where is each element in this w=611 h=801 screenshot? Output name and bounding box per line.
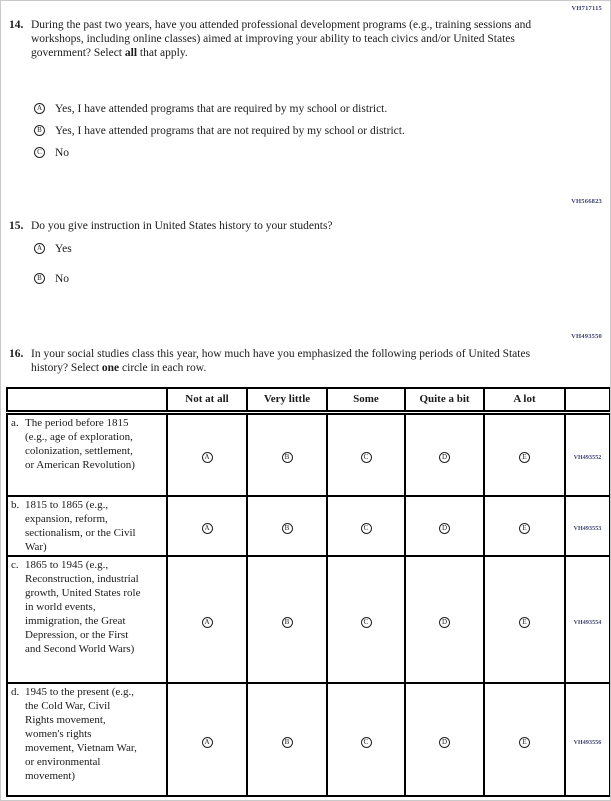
row-a-not-at-all-cell[interactable] xyxy=(167,412,247,496)
table-row-d xyxy=(7,683,610,796)
question-16-number: 16. xyxy=(9,348,24,360)
header-code-cell xyxy=(565,388,610,412)
row-d-quite-a-bit-cell[interactable] xyxy=(405,683,484,796)
row-c-a-lot-cell[interactable] xyxy=(484,556,565,683)
q14-option-b-label: Yes, I have attended programs that are not required by my school or district. xyxy=(55,125,405,137)
q15-option-yes-label: Yes xyxy=(55,243,72,255)
question-15-number: 15. xyxy=(9,220,24,232)
q14-option-c-label: No xyxy=(55,147,70,159)
row-d-a-lot-cell[interactable] xyxy=(484,683,565,796)
header-some: Some xyxy=(327,388,405,412)
row-b-very-little-cell[interactable] xyxy=(247,496,327,556)
emphasis-circle-a-icon[interactable]: A xyxy=(202,617,213,628)
emphasis-circle-e-icon[interactable]: E xyxy=(519,452,530,463)
row-c-item-code: VH493554 xyxy=(573,619,602,626)
row-b-a-lot-cell[interactable] xyxy=(484,496,565,556)
row-d-letter: d. xyxy=(11,686,20,698)
emphasis-circle-c-icon[interactable]: C xyxy=(361,617,372,628)
emphasis-matrix-table xyxy=(6,387,611,797)
question-14 xyxy=(9,18,549,60)
q14-option-a-label: Yes, I have attended programs that are required by my school or district. xyxy=(55,103,388,115)
row-b-code-cell xyxy=(565,496,610,556)
row-c-label-cell xyxy=(7,556,167,683)
emphasis-circle-e-icon[interactable]: E xyxy=(519,523,530,534)
question-16-text: In your social studies class this year, how much have you emphasized the following periods of United States history? Select one circle in each row. xyxy=(31,348,531,374)
q14-option-a[interactable] xyxy=(34,102,405,116)
row-c-text: 1865 to 1945 (e.g., Reconstruction, industrial growth, United States role in world events, immigration, the Great Depression, or the First and Second World Wars) xyxy=(25,559,141,655)
row-d-code-cell xyxy=(565,683,610,796)
q15-option-yes[interactable] xyxy=(34,242,72,256)
emphasis-circle-a-icon[interactable]: A xyxy=(202,737,213,748)
row-a-some-cell[interactable] xyxy=(327,412,405,496)
row-a-very-little-cell[interactable] xyxy=(247,412,327,496)
radio-circle-b-icon[interactable]: B xyxy=(34,273,45,284)
row-c-quite-a-bit-cell[interactable] xyxy=(405,556,484,683)
q14-option-b[interactable] xyxy=(34,124,405,138)
radio-circle-a-icon[interactable]: A xyxy=(34,103,45,114)
q15-option-no[interactable] xyxy=(34,272,72,286)
row-a-letter: a. xyxy=(11,416,19,429)
emphasis-circle-b-icon[interactable]: B xyxy=(282,523,293,534)
row-a-item-code: VH493552 xyxy=(573,454,602,461)
header-very-little: Very little xyxy=(247,388,327,412)
row-d-text: 1945 to the present (e.g., the Cold War, Civil Rights movement, women's rights movement, Vietnam War, or environmental movement) xyxy=(25,686,137,782)
table-row-b xyxy=(7,496,610,556)
row-a-code-cell xyxy=(565,412,610,496)
row-d-label-cell xyxy=(7,683,167,796)
row-b-letter: b. xyxy=(11,499,20,511)
item-code-q16: VH493550 xyxy=(571,333,602,340)
row-a-text: The period before 1815 (e.g., age of exploration, colonization, settlement, or American Revolution) xyxy=(25,416,135,471)
question-15 xyxy=(9,219,549,233)
row-c-letter: c. xyxy=(11,559,19,571)
table-row-c xyxy=(7,556,610,683)
radio-circle-a-icon[interactable]: A xyxy=(34,243,45,254)
row-c-code-cell xyxy=(565,556,610,683)
emphasis-circle-b-icon[interactable]: B xyxy=(282,737,293,748)
question-15-options xyxy=(34,242,72,294)
question-16 xyxy=(9,347,569,375)
matrix-header-row xyxy=(7,388,610,412)
emphasis-circle-c-icon[interactable]: C xyxy=(361,523,372,534)
emphasis-circle-b-icon[interactable]: B xyxy=(282,452,293,463)
header-empty-cell xyxy=(7,388,167,412)
table-row-a xyxy=(7,412,610,496)
item-code-q14: VH717115 xyxy=(571,5,602,12)
row-a-a-lot-cell[interactable] xyxy=(484,412,565,496)
emphasis-circle-a-icon[interactable]: A xyxy=(202,523,213,534)
row-b-label-cell xyxy=(7,496,167,556)
emphasis-circle-d-icon[interactable]: D xyxy=(439,452,450,463)
row-b-not-at-all-cell[interactable] xyxy=(167,496,247,556)
emphasis-circle-b-icon[interactable]: B xyxy=(282,617,293,628)
row-c-not-at-all-cell[interactable] xyxy=(167,556,247,683)
question-15-text: Do you give instruction in United States history to your students? xyxy=(31,220,333,232)
row-b-text: 1815 to 1865 (e.g., expansion, reform, sectionalism, or the Civil War) xyxy=(25,499,136,553)
radio-circle-b-icon[interactable]: B xyxy=(34,125,45,136)
emphasis-circle-d-icon[interactable]: D xyxy=(439,523,450,534)
header-quite-a-bit: Quite a bit xyxy=(405,388,484,412)
header-a-lot: A lot xyxy=(484,388,565,412)
row-d-very-little-cell[interactable] xyxy=(247,683,327,796)
q15-option-no-label: No xyxy=(55,273,70,285)
row-c-some-cell[interactable] xyxy=(327,556,405,683)
row-b-some-cell[interactable] xyxy=(327,496,405,556)
row-a-label-cell xyxy=(7,412,167,496)
emphasis-circle-a-icon[interactable]: A xyxy=(202,452,213,463)
emphasis-circle-d-icon[interactable]: D xyxy=(439,737,450,748)
emphasis-circle-d-icon[interactable]: D xyxy=(439,617,450,628)
emphasis-circle-c-icon[interactable]: C xyxy=(361,737,372,748)
row-a-quite-a-bit-cell[interactable] xyxy=(405,412,484,496)
row-b-quite-a-bit-cell[interactable] xyxy=(405,496,484,556)
row-d-not-at-all-cell[interactable] xyxy=(167,683,247,796)
row-b-item-code: VH493553 xyxy=(573,526,602,532)
row-d-some-cell[interactable] xyxy=(327,683,405,796)
radio-circle-c-icon[interactable]: C xyxy=(34,147,45,158)
emphasis-circle-c-icon[interactable]: C xyxy=(361,452,372,463)
item-code-q15: VH566823 xyxy=(571,198,602,205)
q14-option-c[interactable] xyxy=(34,146,405,160)
row-c-very-little-cell[interactable] xyxy=(247,556,327,683)
question-14-options xyxy=(34,102,405,168)
question-14-text: During the past two years, have you attended professional development programs (e.g., training sessions and workshops, including online classes) aimed at improving your ability to teach civics and/or United States government? Select all that apply. xyxy=(31,19,532,59)
emphasis-circle-e-icon[interactable]: E xyxy=(519,737,530,748)
row-d-item-code: VH493556 xyxy=(573,739,602,746)
header-not-at-all: Not at all xyxy=(167,388,247,412)
emphasis-circle-e-icon[interactable]: E xyxy=(519,617,530,628)
question-14-number: 14. xyxy=(9,19,24,31)
